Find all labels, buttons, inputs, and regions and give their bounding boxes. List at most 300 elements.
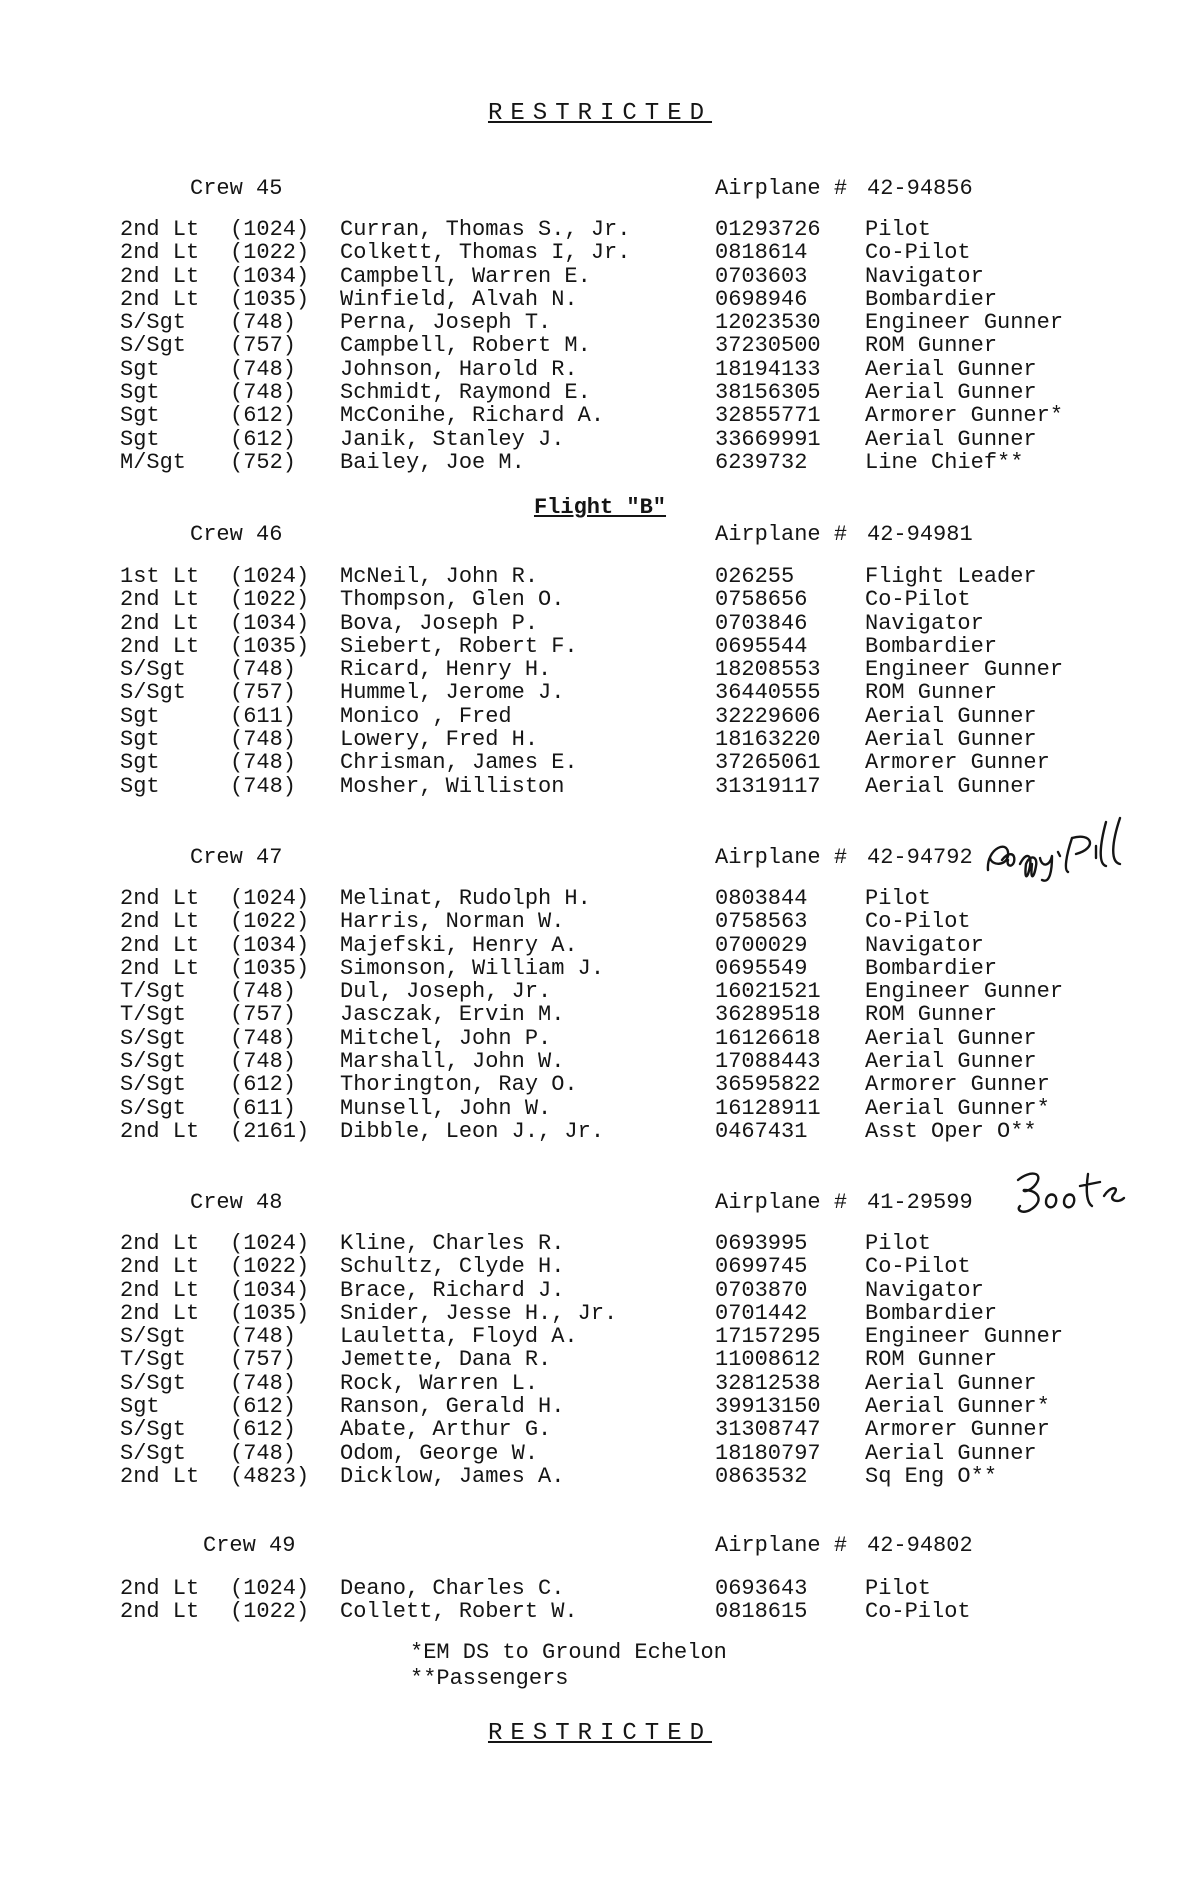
member-rank: 2nd Lt: [120, 217, 200, 242]
member-name: Schultz, Clyde H.: [340, 1254, 565, 1280]
airplane-label: Airplane #: [715, 176, 848, 201]
crew-member-row: [0, 1279, 1200, 1302]
member-serial-number: 31308747: [715, 1417, 821, 1443]
crew-member-row: [0, 1325, 1200, 1348]
member-serial-number: 0818615: [715, 1599, 808, 1625]
member-mos-code: (612): [230, 1394, 297, 1420]
member-serial-number: 0700029: [715, 932, 808, 958]
member-role: Aerial Gunner: [865, 356, 1037, 382]
member-name: McConihe, Richard A.: [340, 403, 605, 429]
crew-member-row: [0, 887, 1200, 910]
member-rank: S/Sgt: [120, 1049, 187, 1075]
crew-member-row: [0, 1395, 1200, 1418]
member-name: Mitchel, John P.: [340, 1025, 552, 1051]
member-role: Aerial Gunner: [865, 1370, 1037, 1396]
member-rank: 2nd Lt: [120, 1254, 200, 1280]
member-role: Co-Pilot: [865, 587, 971, 613]
member-mos-code: (1022): [230, 240, 310, 266]
airplane-label: Airplane #: [715, 1533, 848, 1558]
member-role: Bombardier: [865, 955, 998, 981]
crew-member-row: [0, 1232, 1200, 1255]
member-role: Bombardier: [865, 633, 998, 659]
member-role: Aerial Gunner: [865, 703, 1037, 729]
member-rank: 2nd Lt: [120, 955, 200, 981]
member-rank: Sgt: [120, 727, 160, 753]
member-name: Odom, George W.: [340, 1440, 539, 1466]
member-role: Navigator: [865, 610, 984, 636]
member-mos-code: (1034): [230, 932, 310, 958]
member-mos-code: (1034): [230, 1277, 310, 1303]
member-mos-code: (1024): [230, 886, 310, 911]
crew-member-row: [0, 265, 1200, 288]
member-mos-code: (1035): [230, 1300, 310, 1326]
crew-member-row: [0, 381, 1200, 404]
member-mos-code: (612): [230, 403, 297, 429]
crew-49-roster: [0, 1577, 1200, 1624]
member-rank: S/Sgt: [120, 333, 187, 359]
member-mos-code: (748): [230, 380, 297, 406]
crew-member-row: [0, 1577, 1200, 1600]
member-mos-code: (1024): [230, 1231, 310, 1256]
member-serial-number: 0703870: [715, 1277, 808, 1303]
member-mos-code: (748): [230, 773, 297, 799]
crew-member-row: [0, 1050, 1200, 1073]
crew-46-roster: [0, 565, 1200, 798]
member-name: Collett, Robert W.: [340, 1599, 578, 1625]
airplane-number: [715, 522, 973, 547]
member-serial-number: 0693995: [715, 1231, 808, 1256]
member-role: Engineer Gunner: [865, 657, 1064, 683]
crew-member-row: [0, 705, 1200, 728]
crew-member-row: [0, 1372, 1200, 1395]
member-serial-number: 0699745: [715, 1254, 808, 1280]
member-rank: 2nd Lt: [120, 886, 200, 911]
crew-member-row: [0, 334, 1200, 357]
footnotes: [410, 1640, 727, 1692]
member-rank: 2nd Lt: [120, 633, 200, 659]
crew-member-row: [0, 1073, 1200, 1096]
member-serial-number: 31319117: [715, 773, 821, 799]
member-role: Armorer Gunner: [865, 1072, 1050, 1098]
member-role: Asst Oper O**: [865, 1118, 1037, 1144]
crew-member-row: [0, 681, 1200, 704]
member-serial-number: 16021521: [715, 979, 821, 1005]
crew-member-row: [0, 565, 1200, 588]
crew-member-row: [0, 612, 1200, 635]
member-serial-number: 16126618: [715, 1025, 821, 1051]
member-serial-number: 17088443: [715, 1049, 821, 1075]
member-mos-code: (1024): [230, 1576, 310, 1601]
member-role: Aerial Gunner*: [865, 1394, 1050, 1420]
crew-member-row: [0, 1600, 1200, 1623]
member-rank: 2nd Lt: [120, 286, 200, 312]
member-role: Navigator: [865, 1277, 984, 1303]
member-serial-number: 0758656: [715, 587, 808, 613]
member-name: Johnson, Harold R.: [340, 356, 578, 382]
member-mos-code: (1024): [230, 564, 310, 589]
member-serial-number: 0467431: [715, 1118, 808, 1144]
member-rank: Sgt: [120, 403, 160, 429]
member-rank: Sgt: [120, 773, 160, 799]
member-rank: 2nd Lt: [120, 932, 200, 958]
crew-member-row: [0, 358, 1200, 381]
member-rank: Sgt: [120, 703, 160, 729]
member-serial-number: 0693643: [715, 1576, 808, 1601]
restricted-header: RESTRICTED: [487, 100, 713, 127]
member-mos-code: (748): [230, 1324, 297, 1350]
member-role: Aerial Gunner: [865, 1440, 1037, 1466]
member-role: Navigator: [865, 263, 984, 289]
member-rank: T/Sgt: [120, 979, 187, 1005]
member-rank: M/Sgt: [120, 449, 187, 475]
crew-member-row: [0, 635, 1200, 658]
member-name: Chrisman, James E.: [340, 750, 578, 776]
member-name: Siebert, Robert F.: [340, 633, 578, 659]
member-rank: 2nd Lt: [120, 1118, 200, 1144]
crew-member-row: [0, 404, 1200, 427]
member-mos-code: (611): [230, 1095, 297, 1121]
member-mos-code: (748): [230, 1370, 297, 1396]
member-serial-number: 6239732: [715, 449, 808, 475]
member-role: Aerial Gunner: [865, 773, 1037, 799]
member-rank: T/Sgt: [120, 1347, 187, 1373]
member-mos-code: (748): [230, 1049, 297, 1075]
flight-label: Flight "B": [533, 495, 667, 520]
member-serial-number: 0818614: [715, 240, 808, 266]
member-serial-number: 18208553: [715, 657, 821, 683]
member-rank: S/Sgt: [120, 1370, 187, 1396]
member-name: Curran, Thomas S., Jr.: [340, 217, 631, 242]
member-rank: 2nd Lt: [120, 1576, 200, 1601]
member-mos-code: (1022): [230, 1254, 310, 1280]
footnote-em-ds: *EM DS to Ground Echelon: [410, 1640, 727, 1665]
member-role: ROM Gunner: [865, 333, 998, 359]
member-serial-number: 0703603: [715, 263, 808, 289]
member-role: ROM Gunner: [865, 1347, 998, 1373]
crew-member-row: [0, 1302, 1200, 1325]
crew-heading: [0, 176, 1200, 204]
member-name: Thompson, Glen O.: [340, 587, 565, 613]
footnote-passengers: **Passengers: [410, 1666, 569, 1691]
member-role: Pilot: [865, 886, 932, 911]
member-name: Campbell, Robert M.: [340, 333, 591, 359]
member-role: Armorer Gunner*: [865, 403, 1064, 429]
member-role: Co-Pilot: [865, 1254, 971, 1280]
airplane-id: 42-94981: [867, 522, 973, 547]
crew-member-row: [0, 910, 1200, 933]
member-mos-code: (4823): [230, 1463, 310, 1489]
member-serial-number: 17157295: [715, 1324, 821, 1350]
member-name: Lauletta, Floyd A.: [340, 1324, 578, 1350]
member-name: Brace, Richard J.: [340, 1277, 565, 1303]
crew-member-row: [0, 1027, 1200, 1050]
member-rank: S/Sgt: [120, 1025, 187, 1051]
crew-member-row: [0, 1120, 1200, 1143]
member-serial-number: 18180797: [715, 1440, 821, 1466]
crew-member-row: [0, 311, 1200, 334]
member-rank: S/Sgt: [120, 1440, 187, 1466]
member-role: Aerial Gunner: [865, 1025, 1037, 1051]
member-role: Bombardier: [865, 286, 998, 312]
crew-member-row: [0, 1255, 1200, 1278]
member-rank: 2nd Lt: [120, 1277, 200, 1303]
member-rank: Sgt: [120, 356, 160, 382]
member-rank: S/Sgt: [120, 1324, 187, 1350]
member-name: Mosher, Williston: [340, 773, 565, 799]
member-serial-number: 39913150: [715, 1394, 821, 1420]
member-name: Dicklow, James A.: [340, 1463, 565, 1489]
crew-label: Crew 46: [190, 522, 283, 547]
member-mos-code: (1034): [230, 263, 310, 289]
member-serial-number: 38156305: [715, 380, 821, 406]
member-role: Co-Pilot: [865, 909, 971, 935]
member-role: Engineer Gunner: [865, 310, 1064, 336]
member-serial-number: 0701442: [715, 1300, 808, 1326]
member-role: Engineer Gunner: [865, 1324, 1064, 1350]
member-role: Co-Pilot: [865, 240, 971, 266]
member-mos-code: (748): [230, 979, 297, 1005]
member-rank: Sgt: [120, 750, 160, 776]
member-serial-number: 18163220: [715, 727, 821, 753]
member-serial-number: 32229606: [715, 703, 821, 729]
member-serial-number: 37265061: [715, 750, 821, 776]
crew-member-row: [0, 428, 1200, 451]
member-serial-number: 0703846: [715, 610, 808, 636]
airplane-label: Airplane #: [715, 845, 848, 870]
crew-member-row: [0, 751, 1200, 774]
member-rank: S/Sgt: [120, 1417, 187, 1443]
member-role: Armorer Gunner: [865, 750, 1050, 776]
member-serial-number: 37230500: [715, 333, 821, 359]
member-role: Armorer Gunner: [865, 1417, 1050, 1443]
member-mos-code: (748): [230, 657, 297, 683]
member-role: Bombardier: [865, 1300, 998, 1326]
member-serial-number: 0758563: [715, 909, 808, 935]
member-serial-number: 18194133: [715, 356, 821, 382]
crew-45-roster: [0, 218, 1200, 474]
member-rank: Sgt: [120, 426, 160, 452]
member-role: ROM Gunner: [865, 680, 998, 706]
member-name: Monico , Fred: [340, 703, 512, 729]
member-name: Hummel, Jerome J.: [340, 680, 565, 706]
member-name: Jemette, Dana R.: [340, 1347, 552, 1373]
crew-48-roster: [0, 1232, 1200, 1488]
member-serial-number: 36595822: [715, 1072, 821, 1098]
member-role: Navigator: [865, 932, 984, 958]
member-serial-number: 36440555: [715, 680, 821, 706]
airplane-id: 42-94856: [867, 176, 973, 201]
crew-member-row: [0, 1097, 1200, 1120]
member-mos-code: (752): [230, 449, 297, 475]
member-mos-code: (1035): [230, 633, 310, 659]
crew-member-row: [0, 1348, 1200, 1371]
member-name: McNeil, John R.: [340, 564, 539, 589]
member-mos-code: (1035): [230, 286, 310, 312]
crew-heading: [0, 1533, 1200, 1561]
crew-member-row: [0, 957, 1200, 980]
member-role: Engineer Gunner: [865, 979, 1064, 1005]
crew-label: Crew 45: [190, 176, 283, 201]
member-rank: S/Sgt: [120, 1072, 187, 1098]
member-serial-number: 32855771: [715, 403, 821, 429]
member-name: Lowery, Fred H.: [340, 727, 539, 753]
member-name: Ricard, Henry H.: [340, 657, 552, 683]
member-mos-code: (757): [230, 1002, 297, 1028]
member-name: Simonson, William J.: [340, 955, 605, 981]
member-role: Pilot: [865, 1231, 932, 1256]
member-name: Deano, Charles C.: [340, 1576, 565, 1601]
member-name: Ranson, Gerald H.: [340, 1394, 565, 1420]
member-rank: 2nd Lt: [120, 587, 200, 613]
member-mos-code: (757): [230, 333, 297, 359]
member-serial-number: 11008612: [715, 1347, 821, 1373]
member-name: Marshall, John W.: [340, 1049, 565, 1075]
crew-member-row: [0, 658, 1200, 681]
crew-member-row: [0, 451, 1200, 474]
member-rank: 2nd Lt: [120, 1300, 200, 1326]
member-rank: S/Sgt: [120, 1095, 187, 1121]
member-name: Dibble, Leon J., Jr.: [340, 1118, 605, 1144]
member-rank: 2nd Lt: [120, 909, 200, 935]
member-serial-number: 12023530: [715, 310, 821, 336]
crew-member-row: [0, 288, 1200, 311]
member-rank: Sgt: [120, 380, 160, 406]
member-name: Jasczak, Ervin M.: [340, 1002, 565, 1028]
member-rank: 2nd Lt: [120, 1231, 200, 1256]
member-serial-number: 16128911: [715, 1095, 821, 1121]
member-name: Winfield, Alvah N.: [340, 286, 578, 312]
airplane-number: [715, 1190, 973, 1215]
member-role: Aerial Gunner: [865, 380, 1037, 406]
member-rank: 2nd Lt: [120, 1599, 200, 1625]
member-rank: S/Sgt: [120, 310, 187, 336]
crew-member-row: [0, 775, 1200, 798]
crew-heading: [0, 522, 1200, 550]
crew-label: Crew 49: [203, 1533, 296, 1558]
member-serial-number: 026255: [715, 564, 795, 589]
crew-member-row: [0, 1003, 1200, 1026]
member-name: Bailey, Joe M.: [340, 449, 525, 475]
member-serial-number: 33669991: [715, 426, 821, 452]
crew-47-roster: [0, 887, 1200, 1143]
member-rank: Sgt: [120, 1394, 160, 1420]
crew-member-row: [0, 728, 1200, 751]
pappys-pill-handwriting: [980, 808, 1140, 888]
restricted-footer: RESTRICTED: [487, 1720, 713, 1747]
member-name: Kline, Charles R.: [340, 1231, 565, 1256]
crew-member-row: [0, 1418, 1200, 1441]
crew-member-row: [0, 1465, 1200, 1488]
member-name: Majefski, Henry A.: [340, 932, 578, 958]
member-mos-code: (1034): [230, 610, 310, 636]
member-mos-code: (1022): [230, 587, 310, 613]
member-mos-code: (748): [230, 1025, 297, 1051]
crew-label: Crew 48: [190, 1190, 283, 1215]
member-mos-code: (748): [230, 356, 297, 382]
member-role: Line Chief**: [865, 449, 1024, 475]
member-rank: S/Sgt: [120, 657, 187, 683]
member-mos-code: (612): [230, 1072, 297, 1098]
member-name: Rock, Warren L.: [340, 1370, 539, 1396]
member-role: Co-Pilot: [865, 1599, 971, 1625]
member-mos-code: (1022): [230, 909, 310, 935]
member-name: Colkett, Thomas I, Jr.: [340, 240, 631, 266]
member-mos-code: (748): [230, 1440, 297, 1466]
member-serial-number: 0695544: [715, 633, 808, 659]
airplane-label: Airplane #: [715, 1190, 848, 1215]
member-name: Janik, Stanley J.: [340, 426, 565, 452]
member-role: Sq Eng O**: [865, 1463, 998, 1489]
member-mos-code: (748): [230, 750, 297, 776]
member-serial-number: 0863532: [715, 1463, 808, 1489]
airplane-number: [715, 845, 973, 870]
member-rank: 2nd Lt: [120, 1463, 200, 1489]
crew-member-row: [0, 934, 1200, 957]
member-name: Snider, Jesse H., Jr.: [340, 1300, 618, 1326]
member-name: Harris, Norman W.: [340, 909, 565, 935]
member-serial-number: 0695549: [715, 955, 808, 981]
member-rank: S/Sgt: [120, 680, 187, 706]
member-name: Munsell, John W.: [340, 1095, 552, 1121]
airplane-id: 42-94802: [867, 1533, 973, 1558]
member-role: Pilot: [865, 217, 932, 242]
member-rank: 2nd Lt: [120, 263, 200, 289]
member-serial-number: 32812538: [715, 1370, 821, 1396]
member-mos-code: (748): [230, 310, 297, 336]
member-mos-code: (748): [230, 727, 297, 753]
member-rank: T/Sgt: [120, 1002, 187, 1028]
member-serial-number: 0698946: [715, 286, 808, 312]
member-role: Pilot: [865, 1576, 932, 1601]
member-role: Flight Leader: [865, 564, 1037, 589]
member-role: Aerial Gunner*: [865, 1095, 1050, 1121]
member-name: Perna, Joseph T.: [340, 310, 552, 336]
member-mos-code: (757): [230, 1347, 297, 1373]
airplane-id: 41-29599: [867, 1190, 973, 1215]
member-name: Schmidt, Raymond E.: [340, 380, 591, 406]
member-mos-code: (612): [230, 426, 297, 452]
member-mos-code: (1024): [230, 217, 310, 242]
crew-label: Crew 47: [190, 845, 283, 870]
member-name: Campbell, Warren E.: [340, 263, 591, 289]
member-mos-code: (612): [230, 1417, 297, 1443]
member-role: ROM Gunner: [865, 1002, 998, 1028]
member-serial-number: 0803844: [715, 886, 808, 911]
crew-member-row: [0, 1442, 1200, 1465]
crew-member-row: [0, 980, 1200, 1003]
member-role: Aerial Gunner: [865, 727, 1037, 753]
member-mos-code: (1022): [230, 1599, 310, 1625]
member-name: Dul, Joseph, Jr.: [340, 979, 552, 1005]
crew-member-row: [0, 218, 1200, 241]
member-name: Thorington, Ray O.: [340, 1072, 578, 1098]
member-role: Aerial Gunner: [865, 426, 1037, 452]
member-rank: 1st Lt: [120, 564, 200, 589]
airplane-label: Airplane #: [715, 522, 848, 547]
airplane-number: [715, 1533, 973, 1558]
member-rank: 2nd Lt: [120, 240, 200, 266]
member-role: Aerial Gunner: [865, 1049, 1037, 1075]
crew-member-row: [0, 588, 1200, 611]
member-name: Bova, Joseph P.: [340, 610, 539, 636]
member-serial-number: 36289518: [715, 1002, 821, 1028]
member-rank: 2nd Lt: [120, 610, 200, 636]
member-name: Abate, Arthur G.: [340, 1417, 552, 1443]
airplane-id: 42-94792: [867, 845, 973, 870]
airplane-number: [715, 176, 973, 201]
member-serial-number: 01293726: [715, 217, 821, 242]
member-mos-code: (757): [230, 680, 297, 706]
